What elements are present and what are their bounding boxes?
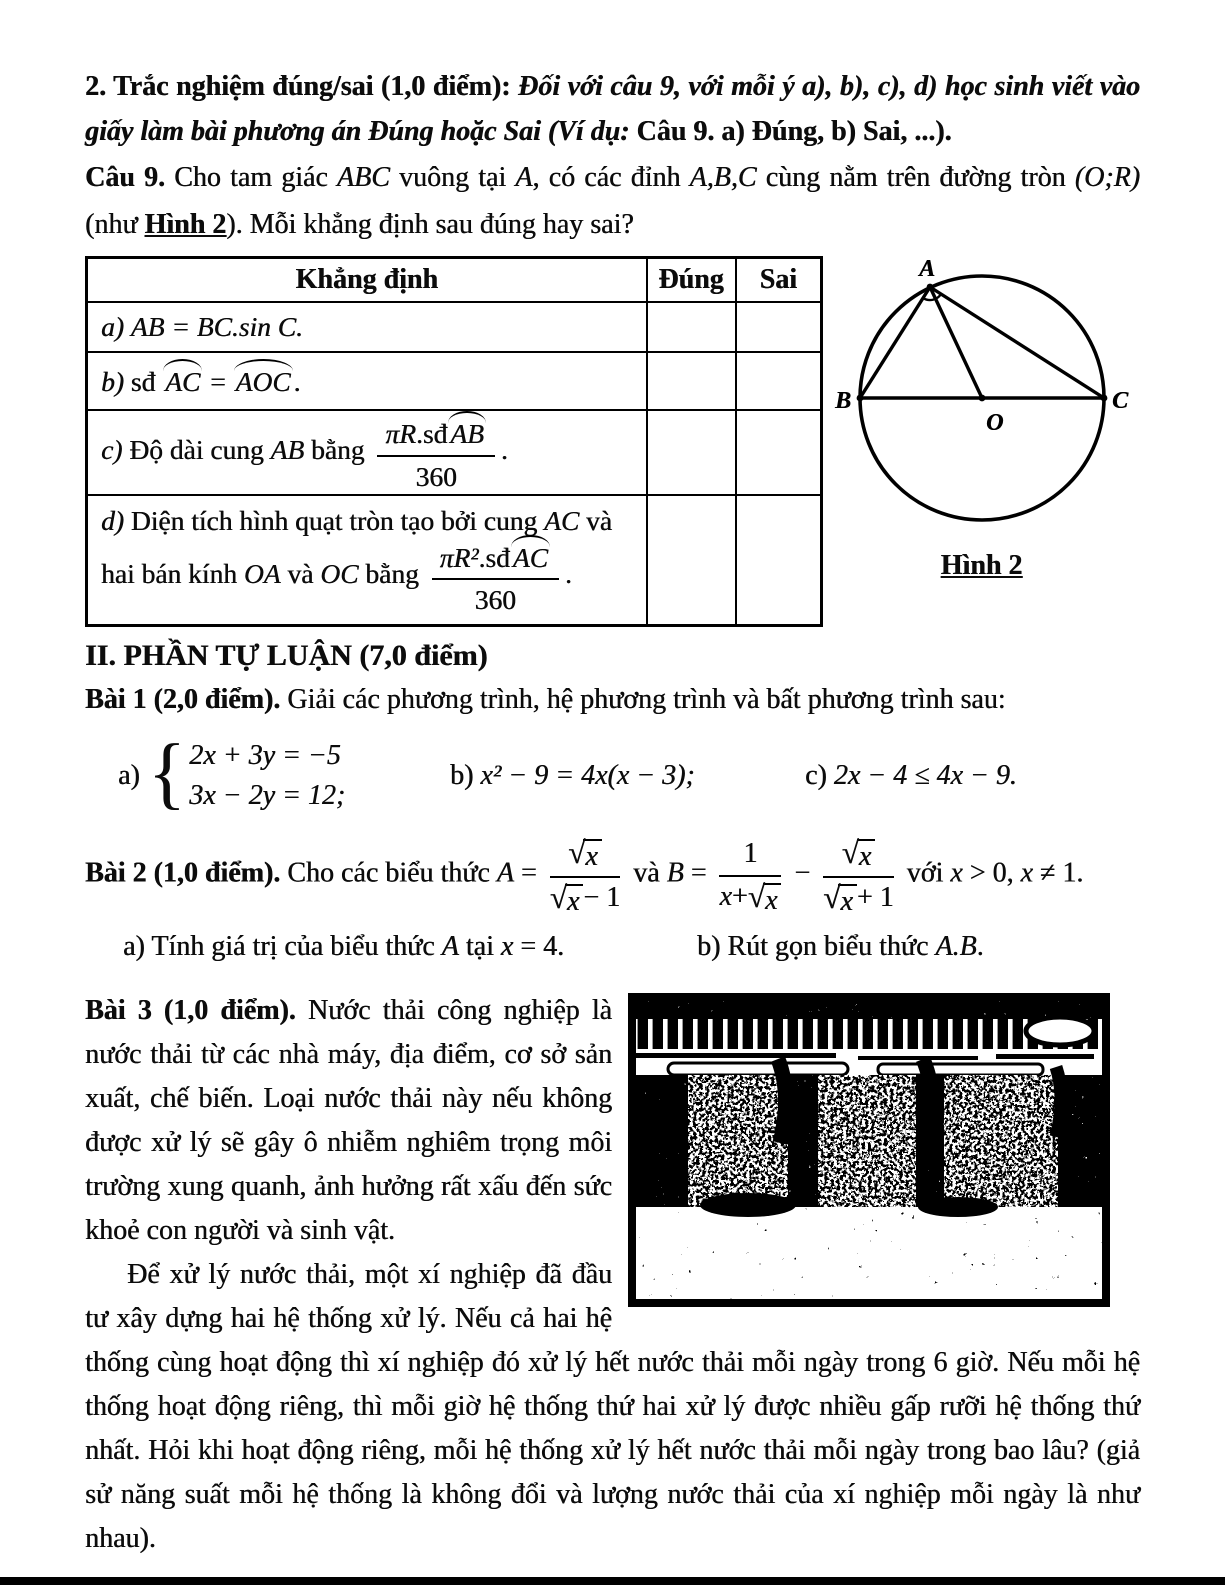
pipe-hose-1 <box>778 1059 786 1143</box>
system-eq-2: 3x − 2y = 12; <box>189 780 346 812</box>
foam-texture <box>636 1207 1102 1299</box>
bai1-lead: Bài 1 (2,0 điểm). Giải các phương trình, hệ phương trình và bất phương trình sau: <box>85 684 1006 716</box>
answer-cell-true-d <box>647 495 736 626</box>
figure-caption: Hình 2 <box>940 550 1023 581</box>
system-lines <box>189 740 345 812</box>
label-a: A <box>918 258 935 282</box>
bai2-part-a: a) Tính giá trị của biểu thức A tại x = 4. <box>123 930 565 962</box>
equation-c: c) 2x − 4 ≤ 4x − 9. <box>805 760 1017 792</box>
table-header-row <box>87 258 822 303</box>
segment-ab <box>860 287 930 398</box>
section-ii-heading: II. PHẦN TỰ LUẬN (7,0 điểm) <box>85 639 488 673</box>
round-tank <box>1026 1017 1094 1045</box>
statement-b: b) sđ AC = AOC . <box>87 352 647 410</box>
point-o <box>978 395 985 402</box>
wastewater-photo-art <box>628 993 1110 1307</box>
bai2-part-b: b) Rút gọn biểu thức A.B. <box>697 930 984 962</box>
equation-a-system <box>85 729 450 818</box>
bai2-subquestions <box>85 931 1140 963</box>
bai1-equations <box>85 728 1140 824</box>
label-c: C <box>1111 388 1128 414</box>
point-c <box>1100 395 1107 402</box>
waterfall-texture <box>636 1075 1102 1207</box>
point-a <box>926 284 933 291</box>
true-false-table <box>85 256 823 627</box>
statement-d: d) Diện tích hình quạt tròn tạo bởi cung AC và hai bán kính OA và OC bằng πR² .sđ AC 360 . <box>87 495 647 626</box>
table-row <box>87 410 822 495</box>
label-b: B <box>834 388 851 414</box>
bai3-block <box>85 989 1140 1561</box>
section-2-intro: 2. Trắc nghiệm đúng/sai (1,0 điểm): Đối với câu 9, với mỗi ý a), b), c), d) học sinh viết vào giấy làm bài phương án Đúng hoặc Sai (Ví dụ: Câu 9. a) Đúng, b) Sai, ...). <box>85 71 1141 147</box>
bai2-line: Bài 2 (1,0 điểm). Cho các biểu thức A = √ x √ x − 1 và B = 1 x + √ x − √ x √ x + 1 với x > 0, x ≠ 1. <box>85 835 1084 918</box>
table-row <box>87 352 822 410</box>
col-header-true: Đúng <box>647 258 736 303</box>
bai3-paragraph-2: Để xử lý nước thải, một xí nghiệp đã đầu tư xây dựng hai hệ thống xử lý. Nếu cả hai hệ thống cùng hoạt động thì xí nghiệp đó xử lý hết nước thải mỗi ngày trong 6 giờ. Nếu mỗi hệ thống hoạt động riêng, thì mỗi giờ hệ thống thứ hai xử lý được nhiều gấp rưỡi hệ thống thứ nhất. Hỏi khi hoạt động riêng, mỗi hệ thống xử lý hết nước thải mỗi ngày trong bao lâu? (giả sử năng suất mỗi hệ thống là không đổi và lượng nước thải của xí nghiệp mỗi ngày là như nhau). <box>85 1258 1140 1554</box>
answer-cell-false-c <box>736 410 822 495</box>
col-header-false: Sai <box>736 258 822 303</box>
label-o: O <box>985 410 1003 436</box>
page-edge-artifact <box>0 1577 1225 1585</box>
question-9-text: Câu 9. Cho tam giác ABC vuông tại A, có các đỉnh A,B,C cùng nằm trên đường tròn (O;R) (như Hình 2). Mỗi khẳng định sau đúng hay sai? <box>85 162 1140 240</box>
answer-cell-false-d <box>736 495 822 626</box>
circle-diagram <box>831 258 1133 544</box>
answer-cell-true-b <box>647 352 736 410</box>
figure-hinh-2 <box>823 256 1140 627</box>
answer-cell-true-a <box>647 302 736 352</box>
table-row <box>87 495 822 626</box>
equation-a-label: a) <box>118 760 140 792</box>
answer-cell-true-c <box>647 410 736 495</box>
table-row <box>87 302 822 352</box>
point-b <box>856 395 863 402</box>
pipe-hose-3 <box>1056 1067 1061 1137</box>
answer-cell-false-a <box>736 302 822 352</box>
question-9-body <box>85 256 1140 627</box>
col-header-statement: Khẳng định <box>87 258 647 303</box>
statement-a: a) AB = BC.sin C. <box>87 302 647 352</box>
system-eq-1: 2x + 3y = −5 <box>189 740 341 772</box>
system-brace: { <box>147 729 187 818</box>
equation-b: b) x² − 9 = 4x(x − 3); <box>450 760 695 792</box>
bai3-paragraph-1: Bài 3 (1,0 điểm). Nước thải công nghiệp là nước thải từ các nhà máy, địa điểm, cơ sở sản xuất, chế biến. Loại nước thải này nếu không được xử lý sẽ gây ô nhiễm nghiêm trọng môi trường xung quanh, ảnh hưởng rất xấu đến sức khoẻ con người và sinh vật. <box>85 994 612 1246</box>
wastewater-photo <box>628 993 1110 1307</box>
answer-cell-false-b <box>736 352 822 410</box>
statement-c: c) Độ dài cung AB bằng πR .sđ AB 360 . <box>87 410 647 495</box>
